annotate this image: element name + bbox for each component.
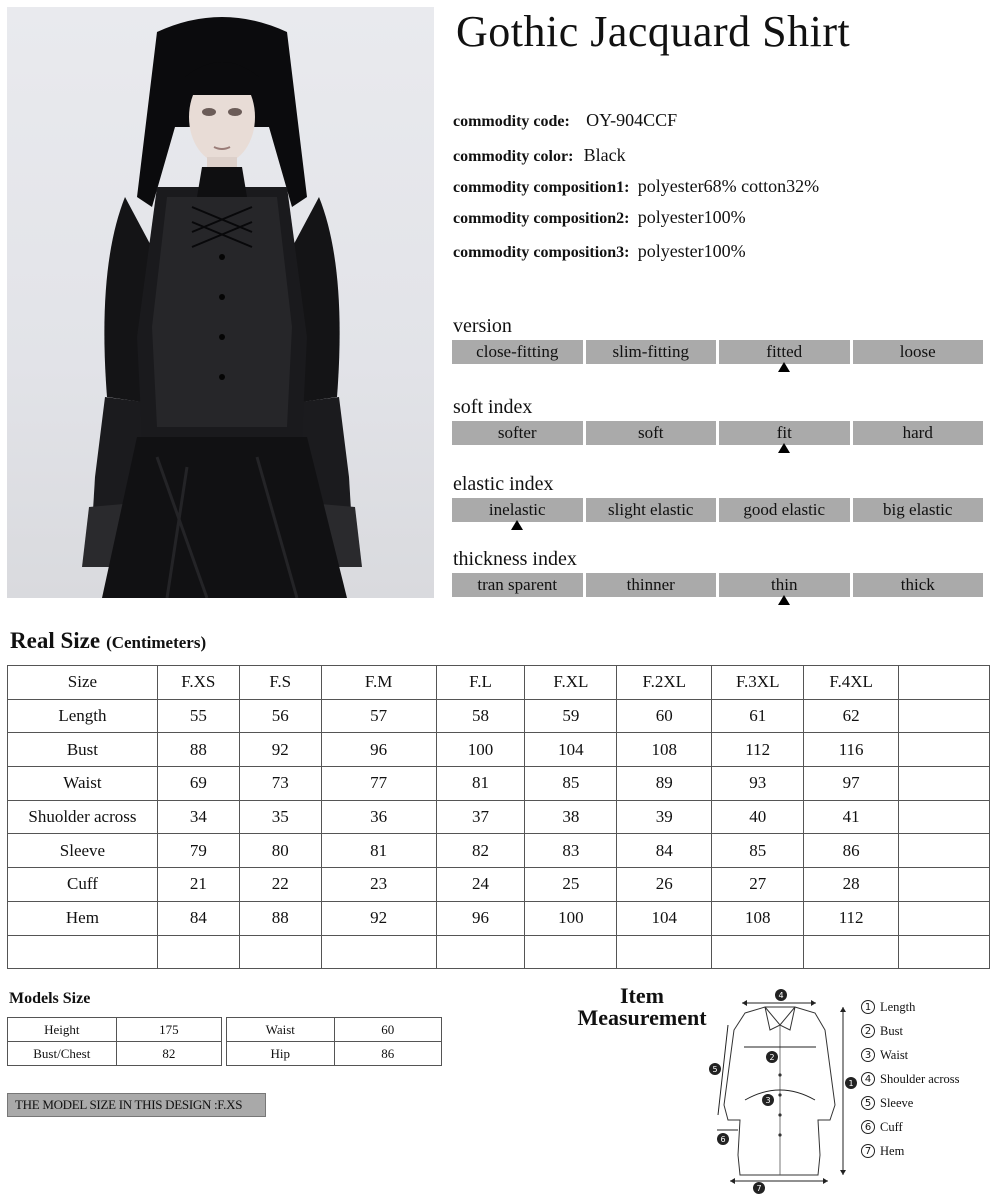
index-option: close-fitting	[452, 340, 583, 364]
table-cell: 37	[436, 800, 525, 834]
table-cell: 24	[436, 868, 525, 902]
table-cell: 100	[525, 901, 617, 935]
index-option-selected: fitted	[719, 340, 850, 364]
legend-item	[861, 995, 960, 1019]
table-cell: 36	[321, 800, 436, 834]
table-cell: 88	[157, 733, 239, 767]
index-option: good elastic	[719, 498, 850, 522]
selected-marker-icon	[778, 362, 790, 372]
index-bar-thickness	[452, 573, 983, 597]
table-cell: 81	[436, 767, 525, 801]
table-row	[8, 834, 990, 868]
spec-composition3	[453, 241, 746, 262]
index-option: slim-fitting	[586, 340, 717, 364]
table-header-cell: F.L	[436, 666, 525, 700]
table-cell: 92	[239, 733, 321, 767]
index-title-elastic: elastic index	[453, 473, 554, 495]
table-row	[8, 1018, 222, 1042]
spec-value: polyester100%	[637, 241, 746, 261]
index-option: thick	[853, 573, 984, 597]
table-cell: 100	[436, 733, 525, 767]
table-cell: 116	[804, 733, 899, 767]
index-option: soft	[586, 421, 717, 445]
table-cell	[157, 935, 239, 969]
table-cell: 35	[239, 800, 321, 834]
table-cell: 92	[321, 901, 436, 935]
table-cell: 89	[617, 767, 712, 801]
table-cell	[899, 868, 990, 902]
table-cell	[899, 935, 990, 969]
table-header-cell: F.XS	[157, 666, 239, 700]
table-cell: 108	[712, 901, 804, 935]
table-cell: 21	[157, 868, 239, 902]
selected-marker-icon	[778, 443, 790, 453]
table-row	[8, 733, 990, 767]
svg-text:4: 4	[778, 991, 784, 1000]
table-cell: 96	[321, 733, 436, 767]
table-header-cell: Size	[8, 666, 158, 700]
table-cell: 85	[712, 834, 804, 868]
model-illustration	[7, 7, 434, 598]
table-header-cell: F.S	[239, 666, 321, 700]
product-photo	[7, 7, 434, 598]
spec-label: commodity composition3:	[453, 244, 630, 261]
svg-text:5: 5	[712, 1065, 718, 1074]
svg-text:6: 6	[720, 1135, 726, 1144]
index-option: slight elastic	[586, 498, 717, 522]
table-cell: 62	[804, 699, 899, 733]
table-cell: 34	[157, 800, 239, 834]
legend-number-icon: 3	[861, 1048, 875, 1062]
index-bar-soft	[452, 421, 983, 445]
table-cell: 25	[525, 868, 617, 902]
table-cell: Waist	[227, 1018, 335, 1042]
table-cell: 93	[712, 767, 804, 801]
table-cell: 58	[436, 699, 525, 733]
table-cell: 80	[239, 834, 321, 868]
legend-item	[861, 1139, 960, 1163]
table-cell: 108	[617, 733, 712, 767]
table-cell: 73	[239, 767, 321, 801]
table-cell: 22	[239, 868, 321, 902]
table-cell	[321, 935, 436, 969]
index-title-version: version	[453, 315, 512, 337]
table-cell: Bust/Chest	[8, 1042, 117, 1066]
table-cell	[804, 935, 899, 969]
table-cell: 84	[157, 901, 239, 935]
table-row	[8, 800, 990, 834]
index-option-selected: inelastic	[452, 498, 583, 522]
table-cell: 40	[712, 800, 804, 834]
table-cell: 56	[239, 699, 321, 733]
table-cell: 69	[157, 767, 239, 801]
index-bar-version	[452, 340, 983, 364]
table-cell: 97	[804, 767, 899, 801]
table-row	[227, 1018, 442, 1042]
selected-marker-icon	[511, 520, 523, 530]
table-cell: 112	[804, 901, 899, 935]
table-row	[8, 699, 990, 733]
index-option: softer	[452, 421, 583, 445]
table-cell: Hem	[8, 901, 158, 935]
table-header-row	[8, 666, 990, 700]
table-cell: 104	[525, 733, 617, 767]
index-option: thinner	[586, 573, 717, 597]
table-row	[227, 1042, 442, 1066]
spec-value: Black	[583, 145, 626, 165]
table-cell: 60	[334, 1018, 441, 1042]
table-cell: 84	[617, 834, 712, 868]
table-cell: 175	[116, 1018, 221, 1042]
index-title-soft: soft index	[453, 396, 533, 418]
table-header-cell: F.2XL	[617, 666, 712, 700]
spec-label: commodity composition1:	[453, 179, 630, 196]
table-cell: 88	[239, 901, 321, 935]
legend-item	[861, 1043, 960, 1067]
selected-marker-icon	[778, 595, 790, 605]
legend-label: Sleeve	[880, 1095, 914, 1110]
table-cell: 57	[321, 699, 436, 733]
table-cell: 86	[334, 1042, 441, 1066]
table-cell: 55	[157, 699, 239, 733]
table-cell: Height	[8, 1018, 117, 1042]
table-row	[8, 767, 990, 801]
spec-value: polyester68% cotton32%	[637, 176, 820, 196]
index-option-selected: fit	[719, 421, 850, 445]
table-cell	[712, 935, 804, 969]
models-size-table-left	[7, 1017, 222, 1066]
spec-composition2	[453, 207, 746, 228]
legend-number-icon: 5	[861, 1096, 875, 1110]
legend-number-icon: 4	[861, 1072, 875, 1086]
legend-item	[861, 1091, 960, 1115]
table-header-cell: F.XL	[525, 666, 617, 700]
item-measurement-title-line2: Measurement	[577, 1005, 707, 1030]
table-cell: 60	[617, 699, 712, 733]
legend-item	[861, 1019, 960, 1043]
spec-label: commodity code:	[453, 113, 570, 130]
table-cell: Bust	[8, 733, 158, 767]
legend-label: Shoulder across	[880, 1071, 960, 1086]
table-header-cell: F.3XL	[712, 666, 804, 700]
table-cell: 112	[712, 733, 804, 767]
table-cell: 86	[804, 834, 899, 868]
table-cell	[617, 935, 712, 969]
index-option: big elastic	[853, 498, 984, 522]
legend-number-icon: 2	[861, 1024, 875, 1038]
table-cell	[899, 767, 990, 801]
legend-label: Hem	[880, 1143, 905, 1158]
item-measurement-title-line1: Item	[620, 983, 664, 1008]
real-size-unit: (Centimeters)	[106, 633, 207, 652]
table-cell	[436, 935, 525, 969]
legend-label: Bust	[880, 1023, 903, 1038]
table-cell: 41	[804, 800, 899, 834]
table-cell	[899, 901, 990, 935]
index-option: tran sparent	[452, 573, 583, 597]
table-cell	[899, 800, 990, 834]
spec-label: commodity composition2:	[453, 210, 630, 227]
index-option-selected: thin	[719, 573, 850, 597]
index-option: loose	[853, 340, 984, 364]
spec-value: polyester100%	[637, 207, 746, 227]
spec-label: commodity color:	[453, 148, 574, 165]
real-size-title: Real Size	[10, 628, 101, 653]
legend-number-icon: 6	[861, 1120, 875, 1134]
svg-text:7: 7	[756, 1184, 762, 1193]
table-cell: 61	[712, 699, 804, 733]
table-cell	[899, 834, 990, 868]
table-cell: Length	[8, 699, 158, 733]
table-cell	[899, 733, 990, 767]
table-cell: 39	[617, 800, 712, 834]
measurement-legend	[861, 995, 960, 1163]
table-row	[8, 868, 990, 902]
table-cell: Cuff	[8, 868, 158, 902]
table-cell: 104	[617, 901, 712, 935]
table-header-cell	[899, 666, 990, 700]
table-cell: 81	[321, 834, 436, 868]
svg-text:1: 1	[848, 1079, 854, 1088]
table-cell: 38	[525, 800, 617, 834]
real-size-heading	[10, 628, 206, 654]
index-title-thickness: thickness index	[453, 548, 577, 570]
table-cell	[899, 699, 990, 733]
spec-color	[453, 145, 626, 166]
table-cell: Hip	[227, 1042, 335, 1066]
table-cell: 96	[436, 901, 525, 935]
models-size-table-right	[226, 1017, 442, 1066]
table-cell: Sleeve	[8, 834, 158, 868]
table-cell	[8, 935, 158, 969]
table-cell: 27	[712, 868, 804, 902]
table-header-cell: F.4XL	[804, 666, 899, 700]
svg-text:2: 2	[769, 1053, 775, 1062]
item-measurement-title	[562, 985, 722, 1029]
table-row	[8, 901, 990, 935]
table-cell: 82	[436, 834, 525, 868]
garment-diagram	[700, 985, 860, 1200]
table-cell: 85	[525, 767, 617, 801]
legend-item	[861, 1067, 960, 1091]
table-cell: Shuolder across	[8, 800, 158, 834]
spec-value: OY-904CCF	[586, 110, 678, 130]
legend-item	[861, 1115, 960, 1139]
spec-code	[453, 110, 677, 131]
table-cell	[239, 935, 321, 969]
table-cell: Waist	[8, 767, 158, 801]
index-option: hard	[853, 421, 984, 445]
table-cell: 26	[617, 868, 712, 902]
legend-number-icon: 1	[861, 1000, 875, 1014]
table-cell: 28	[804, 868, 899, 902]
model-size-note: THE MODEL SIZE IN THIS DESIGN :F.XS	[7, 1093, 266, 1117]
table-cell: 79	[157, 834, 239, 868]
svg-text:3: 3	[765, 1096, 771, 1105]
product-title: Gothic Jacquard Shirt	[456, 7, 851, 56]
legend-label: Length	[880, 999, 916, 1014]
spec-composition1	[453, 176, 819, 197]
table-cell: 59	[525, 699, 617, 733]
table-cell	[525, 935, 617, 969]
table-row	[8, 935, 990, 969]
legend-label: Cuff	[880, 1119, 903, 1134]
index-bar-elastic	[452, 498, 983, 522]
size-table	[7, 665, 990, 969]
table-cell: 77	[321, 767, 436, 801]
table-row	[8, 1042, 222, 1066]
models-size-title: Models Size	[9, 990, 91, 1007]
table-cell: 83	[525, 834, 617, 868]
legend-label: Waist	[880, 1047, 909, 1062]
table-cell: 82	[116, 1042, 221, 1066]
table-header-cell: F.M	[321, 666, 436, 700]
legend-number-icon: 7	[861, 1144, 875, 1158]
table-cell: 23	[321, 868, 436, 902]
